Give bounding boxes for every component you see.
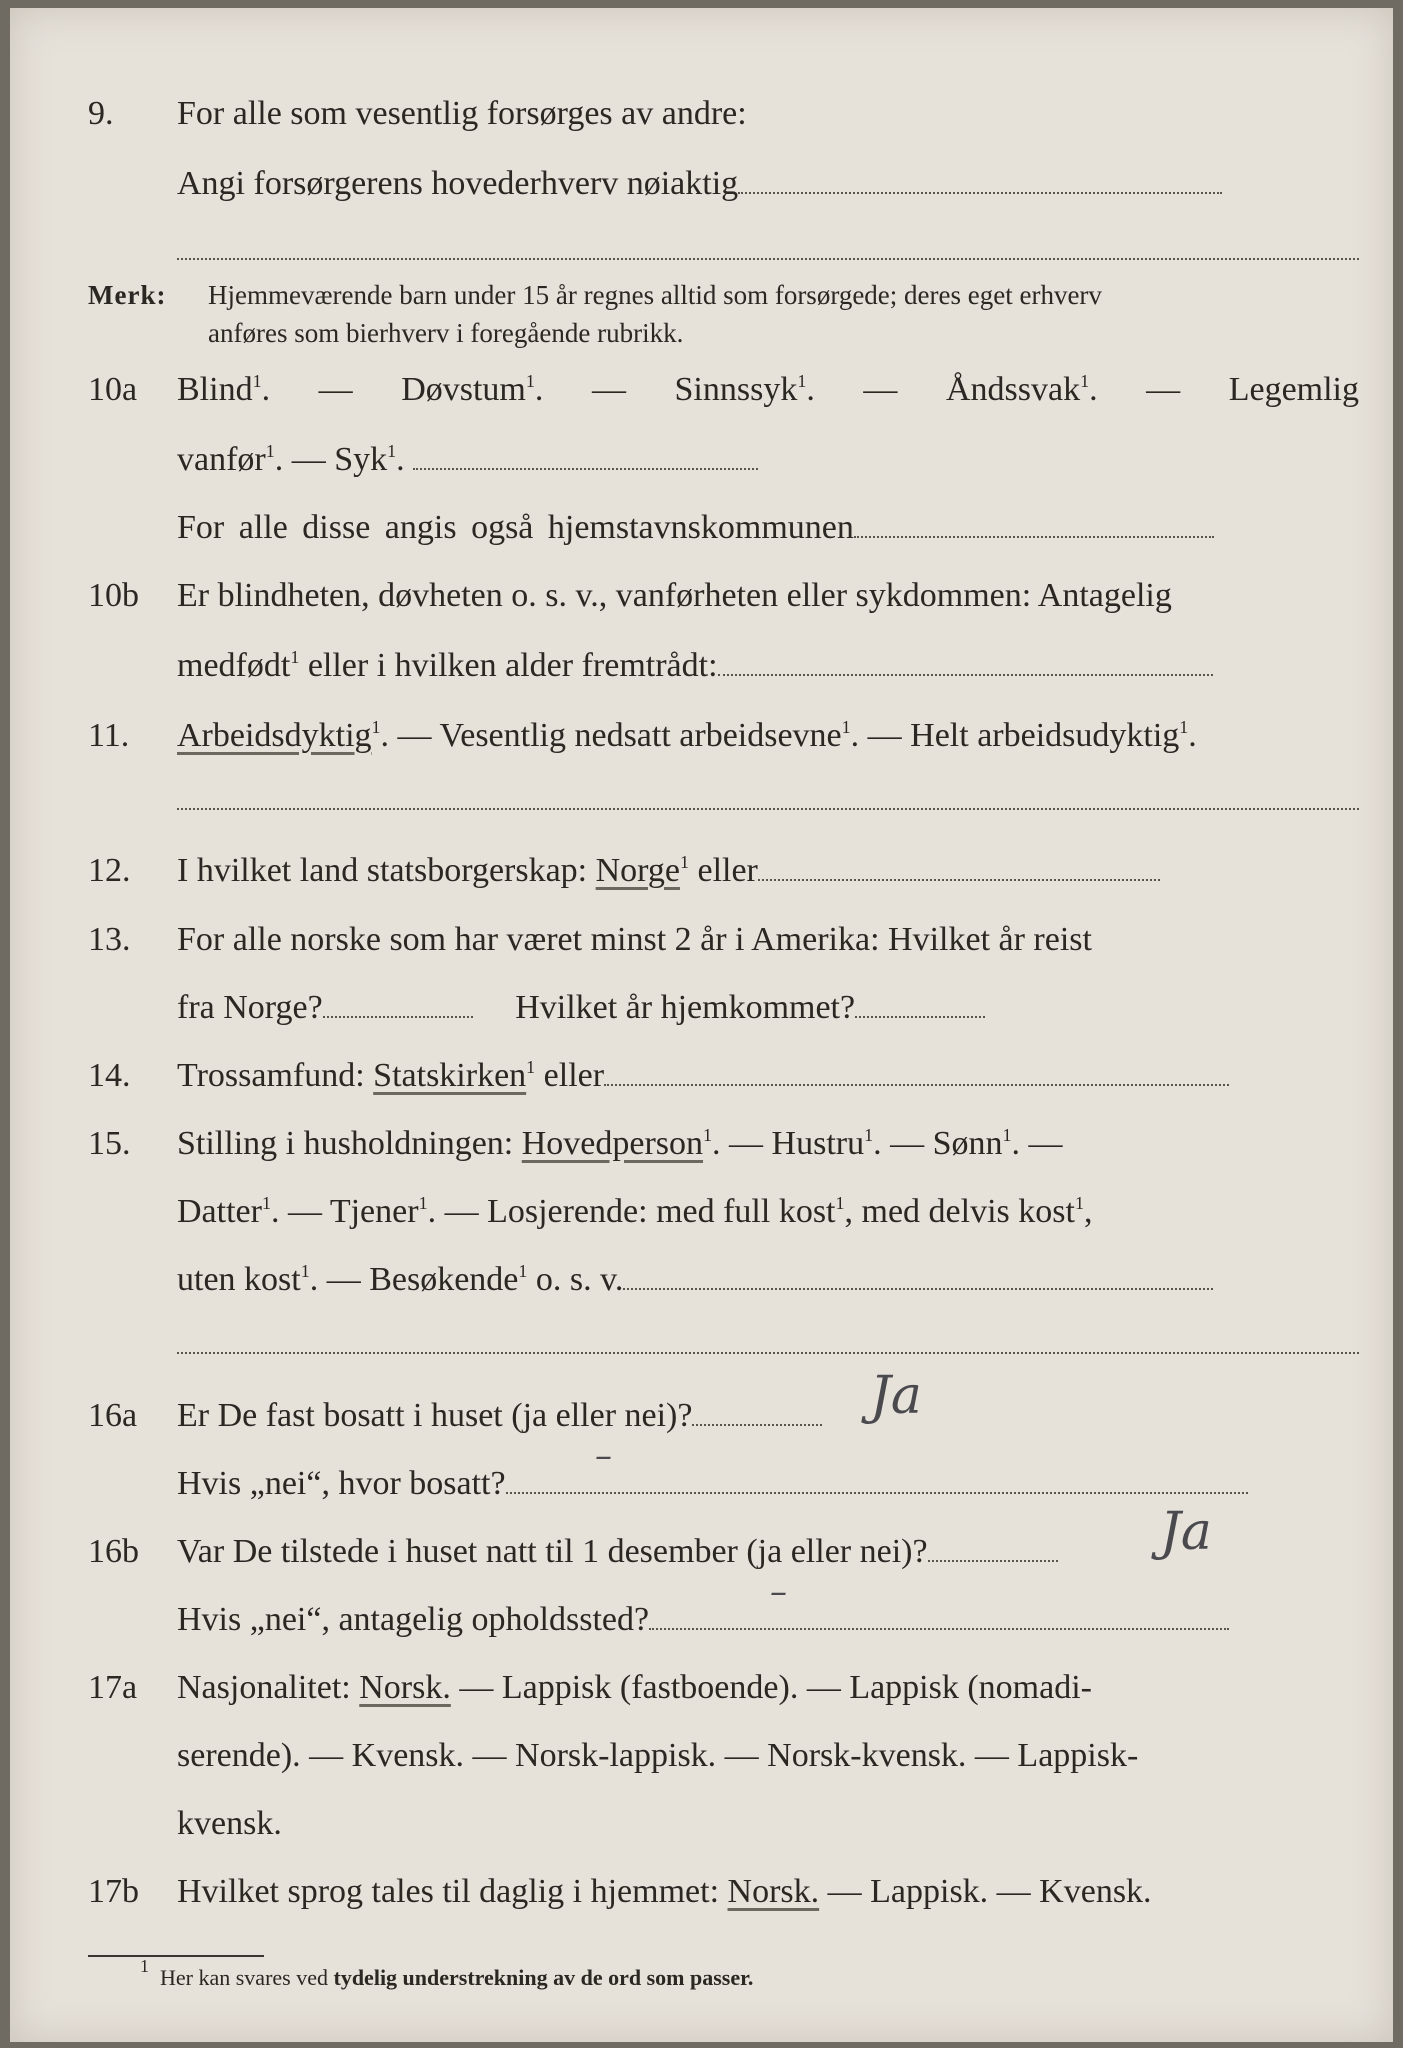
census-form-page: 9. For alle som vesentlig forsørges av andre: Angi forsørgerens hovederhverv nøiaktig Merk: Hjemmeværende barn under 15 år regnes alltid som forsørgede; deres eget erhverv anføres som bierhverv i foregående rubrikk. 10a Blind$^1$. — Døvstum$^1$. — Sinnssyk$^1$. — Åndssvak$^1$. — Legemlig vanfør$^1$. — Syk$^1$. For alle disse angis også hjemstavnskommunen 10b Er blindheten, døvheten o. s. v., vanførheten eller sykdommen: Antagelig medfødt$^1$ eller i hvilken alder fremtrådt: 11. Arbeidsdyktig$^1$. — Vesentlig nedsatt arbeidsevne$^1$. — Helt arbeidsudyktig$^1$. 12. I hvilket land statsborgerskap: Norge$^1$ eller 13. For alle norske som har været minst 2 år i Amerika: Hvilket år reist fra Norge? Hvilket år hjemkommet? 14. Trossamfund: Statskirken$^1$ eller 15. Stilling i husholdningen: Hovedperson$^1$. — Hustru$^1$. — Sønn$^1$. — Datter$^1$. — Tjener$^1$. — Losjerende: med full kost$^1$, med delvis kost$^1$, uten kost$^1$. — Besøkende$^1$ o. s. v. 16a Er De fast bosatt i huset (ja eller nei)? Ja Hvis „nei“, hvor bosatt? – 16b Var De tilstede i huset natt til 1 desember (ja eller nei)? Ja Hvis „nei“, antagelig opholdssted? – 17a Nasjonalitet: Norsk. — Lappisk (fastboende). — Lappisk (nomadi- serende). — Kvensk. — Norsk-lappisk. — Norsk-kvensk. — Lappisk- kvensk. 17b Hvilket sprog tales til daglig i hjemmet: Norsk. — Lappisk. — Kvensk. $^1$ Her kan svares ved tydelig understrekning av de ord som passer. — [10, 8, 1393, 2042]
question-number: 12. — [88, 852, 131, 889]
question-number: 11. — [88, 717, 130, 754]
question-text: For alle som vesentlig forsørges av andre: — [177, 95, 747, 132]
answer-field[interactable] — [692, 1398, 822, 1426]
handwritten-answer: – — [595, 1436, 612, 1476]
question-number: 16b — [88, 1533, 139, 1570]
answer-field[interactable] — [855, 990, 985, 1018]
answer-field[interactable] — [413, 442, 758, 470]
selected-answer: Arbeidsdyktig — [177, 717, 372, 754]
question-number: 17b — [88, 1873, 139, 1910]
answer-field[interactable] — [758, 853, 1160, 881]
selected-answer: Norsk. — [359, 1669, 451, 1706]
question-text: Er blindheten, døvheten o. s. v., vanførheten eller sykdommen: Antagelig — [177, 577, 1172, 614]
answer-field[interactable] — [649, 1602, 1229, 1630]
question-number: 9. — [88, 95, 114, 132]
question-number: 10a — [88, 371, 138, 408]
answer-field[interactable] — [718, 648, 1213, 676]
footnote: $^1$ Her kan svares ved tydelig understrekning av de ord som passer. — [140, 1956, 754, 1990]
question-number: 15. — [88, 1125, 131, 1162]
handwritten-answer: – — [770, 1572, 787, 1612]
selected-answer: Norsk. — [727, 1873, 820, 1910]
footnote-divider — [88, 1955, 264, 1957]
answer-field[interactable] — [177, 1352, 1359, 1354]
answer-field[interactable] — [506, 1466, 1248, 1494]
answer-field[interactable] — [177, 808, 1359, 810]
answer-field[interactable] — [623, 1262, 1213, 1290]
question-number: 14. — [88, 1057, 131, 1094]
question-text: Stilling i husholdningen: Hovedperson$^1$. — Hustru$^1$. — Sønn$^1$. — — [177, 1125, 1063, 1162]
question-number: 17a — [88, 1669, 138, 1706]
question-number: 16a — [88, 1397, 138, 1434]
handwritten-answer: Ja — [870, 1366, 922, 1426]
note-label: Merk: — [88, 280, 167, 310]
note-text: Hjemmeværende barn under 15 år regnes alltid som forsørgede; deres eget erhverv anføres som bierhverv i foregående rubrikk. — [208, 280, 1102, 348]
handwritten-answer: Ja — [1160, 1502, 1212, 1562]
answer-field[interactable] — [604, 1058, 1229, 1086]
question-number: 13. — [88, 921, 131, 958]
question-text: For alle norske som har været minst 2 år i Amerika: Hvilket år reist — [177, 921, 1092, 958]
question-text: I hvilket land statsborgerskap: Norge$^1$ eller — [177, 851, 1160, 891]
question-number: 10b — [88, 577, 139, 614]
question-text: Arbeidsdyktig$^1$. — Vesentlig nedsatt arbeidsevne$^1$. — Helt arbeidsudyktig$^1$. — [177, 717, 1197, 754]
answer-field[interactable] — [177, 258, 1359, 260]
selected-answer: Norge — [595, 852, 680, 889]
selected-answer: Statskirken — [373, 1057, 527, 1094]
selected-answer: Hovedperson — [521, 1125, 704, 1162]
answer-field[interactable] — [928, 1534, 1058, 1562]
answer-field[interactable] — [323, 990, 473, 1018]
answer-field[interactable] — [854, 510, 1214, 538]
question-text: Trossamfund: Statskirken$^1$ eller — [177, 1056, 1229, 1096]
question-text: Angi forsørgerens hovederhverv nøiaktig — [177, 164, 1222, 204]
answer-field[interactable] — [738, 166, 1222, 194]
question-text: Blind$^1$. — Døvstum$^1$. — Sinnssyk$^1$. — Åndssvak$^1$. — Legemlig — [177, 371, 1359, 408]
